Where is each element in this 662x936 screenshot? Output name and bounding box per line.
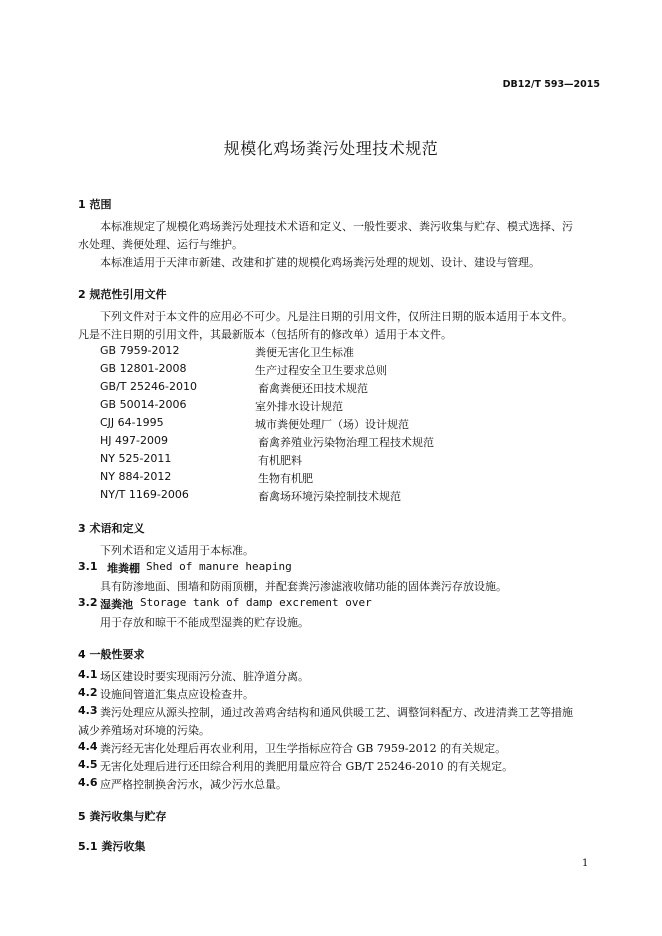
term-3-1-english: Shed of manure heaping [146,560,292,573]
section-2-para-line-1: 下列文件对于本文件的应用必不可少。凡是注日期的引用文件，仅所注日期的版本适用于本文件。 [100,310,573,323]
reference-code: NY 525-2011 [100,452,172,465]
reference-name: 有机肥料 [258,454,302,467]
item-4-5-number: 4.5 [78,758,98,771]
item-4-2-text: 设施间管道汇集点应设检查井。 [100,688,254,701]
item-4-5-text: 无害化处理后进行还田综合利用的粪肥用量应符合 GB/T 25246-2010 的有关规定。 [100,760,514,773]
reference-code: HJ 497-2009 [100,434,168,447]
term-3-1-definition: 具有防渗地面、围墙和防雨顶棚，并配套粪污渗滤液收储功能的固体粪污存放设施。 [100,580,507,593]
reference-code: GB/T 25246-2010 [100,380,197,393]
reference-name: 畜禽场环境污染控制技术规范 [258,490,401,503]
section-1-para-1-line-2: 水处理、粪便处理、运行与维护。 [78,238,243,251]
reference-code: CJJ 64-1995 [100,416,164,429]
reference-code: GB 7959-2012 [100,344,180,357]
section-2-para-line-2: 凡是不注日期的引用文件，其最新版本（包括所有的修改单）适用于本文件。 [78,328,452,341]
reference-name: 城市粪便处理厂（场）设计规范 [255,418,409,431]
section-1-para-1-line-1: 本标准规定了规模化鸡场粪污处理技术术语和定义、一般性要求、粪污收集与贮存、模式选择、污 [100,220,573,233]
section-2-heading: 2 规范性引用文件 [78,288,167,301]
item-4-2-number: 4.2 [78,686,98,699]
item-4-6-number: 4.6 [78,776,98,789]
term-3-2-number: 3.2 [78,596,98,609]
reference-code: NY/T 1169-2006 [100,488,189,501]
page-title: 规模化鸡场粪污处理技术规范 [223,139,439,158]
reference-name: 粪便无害化卫生标准 [255,346,354,359]
item-4-3-number: 4.3 [78,704,98,717]
section-3-heading: 3 术语和定义 [78,522,145,535]
reference-name: 畜禽粪便还田技术规范 [258,382,368,395]
section-4-heading: 4 一般性要求 [78,648,145,661]
reference-name: 生产过程安全卫生要求总则 [255,364,387,377]
reference-name: 生物有机肥 [258,472,313,485]
term-3-1-number: 3.1 [78,560,98,573]
page-number: 1 [582,858,589,869]
item-4-4-text: 粪污经无害化处理后再农业利用，卫生学指标应符合 GB 7959-2012 的有关规定。 [100,742,507,755]
item-4-1-number: 4.1 [78,668,98,681]
reference-name: 室外排水设计规范 [255,400,343,413]
item-4-3-line-1: 粪污处理应从源头控制，通过改善鸡舍结构和通风供暖工艺、调整饲料配方、改进清粪工艺等措施 [100,706,573,719]
item-4-3-line-2: 减少养殖场对环境的污染。 [78,724,210,737]
section-3-intro: 下列术语和定义适用于本标准。 [100,544,254,557]
section-5-heading: 5 粪污收集与贮存 [78,810,167,823]
section-5-1-heading: 5.1 粪污收集 [78,840,146,853]
term-3-2-english: Storage tank of damp excrement over [140,596,372,609]
item-4-1-text: 场区建设时要实现雨污分流、脏净道分离。 [100,670,309,683]
reference-code: GB 50014-2006 [100,398,187,411]
item-4-6-text: 应严格控制换舍污水，减少污水总量。 [100,778,287,791]
item-4-4-number: 4.4 [78,740,98,753]
section-1-para-2: 本标准适用于天津市新建、改建和扩建的规模化鸡场粪污处理的规划、设计、建设与管理。 [100,256,540,269]
document-id: DB12/T 593—2015 [502,79,600,90]
reference-code: GB 12801-2008 [100,362,187,375]
reference-name: 畜禽养殖业污染物治理工程技术规范 [258,436,434,449]
section-1-heading: 1 范围 [78,198,112,211]
reference-code: NY 884-2012 [100,470,172,483]
term-3-1-name: 堆粪棚 [107,562,140,575]
term-3-2-name: 湿粪池 [100,598,133,611]
term-3-2-definition: 用于存放和晾干不能成型湿粪的贮存设施。 [100,616,309,629]
